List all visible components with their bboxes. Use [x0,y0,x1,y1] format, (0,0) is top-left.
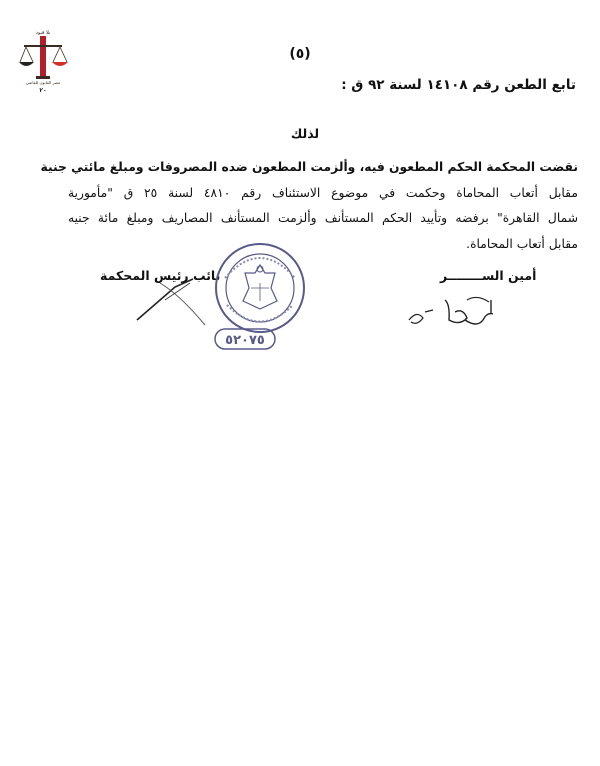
ruling-line-4: مقابل أتعاب المحاماة. [466,236,578,251]
svg-text:٥٢٠٧٥: ٥٢٠٧٥ [225,333,265,348]
svg-text:بلا قيود: بلا قيود [35,30,51,36]
page-number: (٥) [289,46,311,62]
case-continuation-line: تابع الطعن رقم ١٤١٠٨ لسنة ٩٢ ق : [341,77,576,93]
ruling-line-1: نقضت المحكمة الحكم المطعون فيه، وألزمت المطعون ضده المصروفات ومبلغ مائتي جنية [40,160,578,174]
ruling-text [40,155,578,257]
svg-text:مصر القانون للقاضي: مصر القانون للقاضي [25,80,61,85]
court-clerk-label: أمين الســــــــر [440,268,537,283]
deputy-court-president-label: نائب رئيس المحكمة [100,268,221,283]
ruling-line-2: مقابل أتعاب المحاماة وحكمت في موضوع الاستئناف رقم ٤٨١٠ لسنة ٢٥ ق "مأمورية [68,185,578,200]
svg-text:٢٠: ٢٠ [39,87,47,94]
ruling-line-3: شمال القاهرة" برفضه وتأييد الحكم المستأنف وألزمت المستأنف المصاريف ومبلغ مائة جنيه [68,211,578,225]
judge-signature [135,275,215,330]
clerk-signature [405,292,500,342]
stamp-serial-number [213,327,277,351]
section-heading: لذلك [290,126,320,141]
